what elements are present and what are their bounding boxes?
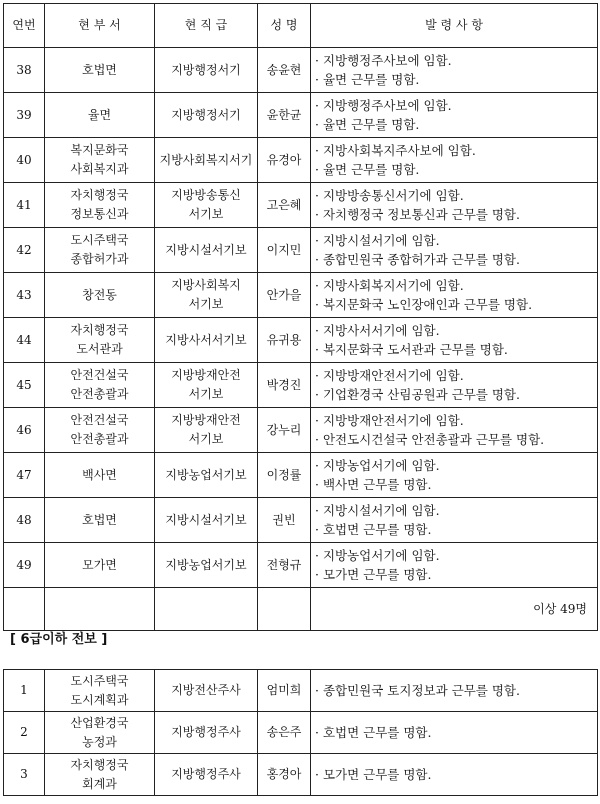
row-dept bbox=[45, 712, 155, 754]
row-order-item: · 지방방재안전서기에 임함. bbox=[315, 413, 464, 428]
row-no: 46 bbox=[4, 408, 45, 453]
row-order bbox=[311, 48, 598, 93]
row-name: 이정률 bbox=[258, 453, 311, 498]
row-dept-line: 도시주택국 bbox=[70, 673, 129, 688]
row-no: 40 bbox=[4, 138, 45, 183]
table-row bbox=[4, 754, 598, 796]
transfer-table bbox=[3, 669, 598, 796]
row-rank-line: 지방방재안전 bbox=[171, 413, 241, 427]
row-no: 2 bbox=[4, 712, 45, 754]
row-rank-line: 서기보 bbox=[188, 432, 224, 446]
row-name: 송은주 bbox=[258, 712, 311, 754]
row-dept bbox=[45, 228, 155, 273]
row-dept bbox=[45, 273, 155, 318]
table-row bbox=[4, 93, 598, 138]
row-rank: 지방전산주사 bbox=[155, 670, 258, 712]
row-dept bbox=[45, 318, 155, 363]
header-no: 연번 bbox=[4, 4, 45, 48]
row-rank bbox=[155, 318, 258, 363]
row-order-item: · 백사면 근무를 명함. bbox=[315, 477, 432, 492]
table-row bbox=[4, 273, 598, 318]
row-no: 45 bbox=[4, 363, 45, 408]
row-dept-line: 안전건설국 bbox=[70, 413, 129, 427]
row-order-item: · 호법면 근무를 명함. bbox=[315, 725, 432, 740]
table-row bbox=[4, 183, 598, 228]
row-rank bbox=[155, 498, 258, 543]
row-no: 39 bbox=[4, 93, 45, 138]
row-rank-line: 지방농업서기보 bbox=[165, 467, 247, 482]
row-name: 유귀용 bbox=[258, 318, 311, 363]
row-dept-line: 자치행정국 bbox=[70, 323, 129, 337]
row-dept bbox=[45, 408, 155, 453]
row-rank bbox=[155, 138, 258, 183]
row-order-item: · 자치행정국 정보통신과 근무를 명함. bbox=[315, 207, 520, 222]
row-order-item: · 지방행정주사보에 임함. bbox=[315, 53, 452, 68]
row-rank-line: 지방사회복지서기 bbox=[159, 152, 253, 167]
row-order-item: · 지방사회복지서기에 임함. bbox=[315, 278, 464, 293]
row-order-item: · 복지문화국 노인장애인과 근무를 명함. bbox=[315, 297, 533, 312]
row-dept-line: 호법면 bbox=[82, 512, 117, 527]
row-order bbox=[311, 408, 598, 453]
row-order bbox=[311, 543, 598, 588]
header-order: 발 령 사 항 bbox=[311, 4, 598, 48]
row-name: 권빈 bbox=[258, 498, 311, 543]
row-order-item: · 모가면 근무를 명함. bbox=[315, 567, 432, 582]
row-dept-line: 복지문화국 bbox=[70, 143, 129, 157]
row-order-item: · 율면 근무를 명함. bbox=[315, 72, 420, 87]
row-rank-line: 지방사회복지 bbox=[171, 278, 241, 292]
row-order-item: · 지방사서서기에 임함. bbox=[315, 323, 440, 338]
row-rank bbox=[155, 273, 258, 318]
table-row bbox=[4, 712, 598, 754]
summary-count: 이상 49명 bbox=[311, 588, 598, 631]
row-order bbox=[311, 453, 598, 498]
row-rank-line: 지방방송통신 bbox=[171, 188, 241, 202]
row-order-item: · 종합민원국 종합허가과 근무를 명함. bbox=[315, 252, 520, 267]
row-order-item: · 지방농업서기에 임함. bbox=[315, 548, 440, 563]
row-order-item: · 모가면 근무를 명함. bbox=[315, 767, 432, 782]
row-dept-line: 도시계획과 bbox=[70, 692, 129, 707]
row-no: 38 bbox=[4, 48, 45, 93]
row-rank-line: 지방시설서기보 bbox=[165, 512, 247, 527]
row-order-item: · 복지문화국 도서관과 근무를 명함. bbox=[315, 342, 508, 357]
row-rank-line: 서기보 bbox=[188, 207, 224, 221]
row-name: 유경아 bbox=[258, 138, 311, 183]
row-name: 전형규 bbox=[258, 543, 311, 588]
table-row bbox=[4, 138, 598, 183]
row-rank bbox=[155, 183, 258, 228]
row-no: 48 bbox=[4, 498, 45, 543]
row-dept bbox=[45, 453, 155, 498]
row-order-item: · 지방시설서기에 임함. bbox=[315, 503, 440, 518]
row-rank-line: 지방방재안전 bbox=[171, 368, 241, 382]
row-dept-line: 종합허가과 bbox=[70, 252, 129, 266]
row-name: 엄미희 bbox=[258, 670, 311, 712]
header-rank: 현 직 급 bbox=[155, 4, 258, 48]
row-name: 송윤현 bbox=[258, 48, 311, 93]
row-dept-line: 자치행정국 bbox=[70, 757, 129, 772]
row-dept-line: 율면 bbox=[87, 107, 112, 122]
row-order bbox=[311, 712, 598, 754]
row-dept-line: 백사면 bbox=[82, 467, 117, 482]
row-order bbox=[311, 363, 598, 408]
row-dept-line: 자치행정국 bbox=[70, 188, 129, 202]
row-dept-line: 안전총괄과 bbox=[70, 432, 129, 446]
row-rank-line: 지방시설서기보 bbox=[165, 242, 247, 257]
row-order bbox=[311, 273, 598, 318]
row-dept bbox=[45, 183, 155, 228]
row-order bbox=[311, 93, 598, 138]
row-name: 박경진 bbox=[258, 363, 311, 408]
table-row bbox=[4, 498, 598, 543]
table-header-row bbox=[4, 4, 598, 48]
row-name: 안가을 bbox=[258, 273, 311, 318]
row-name: 강누리 bbox=[258, 408, 311, 453]
row-name: 고은혜 bbox=[258, 183, 311, 228]
row-rank-line: 서기보 bbox=[188, 297, 224, 311]
table-row bbox=[4, 363, 598, 408]
row-dept-line: 도서관과 bbox=[76, 342, 123, 356]
row-no: 44 bbox=[4, 318, 45, 363]
row-order-item: · 율면 근무를 명함. bbox=[315, 162, 420, 177]
row-dept-line: 도시주택국 bbox=[70, 233, 129, 247]
table-row bbox=[4, 408, 598, 453]
row-name: 윤한균 bbox=[258, 93, 311, 138]
row-no: 43 bbox=[4, 273, 45, 318]
summary-row bbox=[4, 588, 598, 631]
row-no: 41 bbox=[4, 183, 45, 228]
row-order bbox=[311, 670, 598, 712]
row-rank bbox=[155, 48, 258, 93]
table-row bbox=[4, 318, 598, 363]
row-order-item: · 호법면 근무를 명함. bbox=[315, 522, 432, 537]
header-name: 성 명 bbox=[258, 4, 311, 48]
row-rank bbox=[155, 543, 258, 588]
row-rank bbox=[155, 453, 258, 498]
row-order-item: · 종합민원국 토지정보과 근무를 명함. bbox=[315, 683, 520, 698]
row-rank: 지방행정주사 bbox=[155, 712, 258, 754]
row-name: 홍경아 bbox=[258, 754, 311, 796]
row-no: 42 bbox=[4, 228, 45, 273]
row-order-item: · 지방방송통신서기에 임함. bbox=[315, 188, 464, 203]
row-order bbox=[311, 318, 598, 363]
row-dept-line: 안전건설국 bbox=[70, 368, 129, 382]
row-dept-line: 호법면 bbox=[82, 62, 117, 77]
row-rank bbox=[155, 408, 258, 453]
row-rank bbox=[155, 363, 258, 408]
header-dept: 현 부 서 bbox=[45, 4, 155, 48]
row-order-item: · 지방농업서기에 임함. bbox=[315, 458, 440, 473]
row-dept bbox=[45, 48, 155, 93]
row-order-item: · 지방시설서기에 임함. bbox=[315, 233, 440, 248]
row-rank-line: 지방사서서기보 bbox=[165, 332, 247, 347]
row-order-item: · 지방행정주사보에 임함. bbox=[315, 98, 452, 113]
appointment-table bbox=[3, 3, 598, 631]
row-dept-line: 회계과 bbox=[82, 776, 117, 791]
table-row bbox=[4, 453, 598, 498]
row-no: 3 bbox=[4, 754, 45, 796]
row-dept-line: 창전동 bbox=[82, 287, 117, 302]
row-no: 47 bbox=[4, 453, 45, 498]
row-name: 이지민 bbox=[258, 228, 311, 273]
row-rank-line: 지방행정서기 bbox=[171, 107, 241, 122]
row-rank-line: 서기보 bbox=[188, 387, 224, 401]
row-order-item: · 지방방재안전서기에 임함. bbox=[315, 368, 464, 383]
row-dept-line: 정보통신과 bbox=[70, 207, 129, 221]
row-dept-line: 사회복지과 bbox=[70, 162, 129, 176]
row-order-item: · 안전도시건설국 안전총괄과 근무를 명함. bbox=[315, 432, 545, 447]
table-row bbox=[4, 670, 598, 712]
row-dept bbox=[45, 138, 155, 183]
row-dept-line: 모가면 bbox=[82, 557, 117, 572]
row-order bbox=[311, 138, 598, 183]
row-order-item: · 기업환경국 산림공원과 근무를 명함. bbox=[315, 387, 520, 402]
row-no: 49 bbox=[4, 543, 45, 588]
row-rank bbox=[155, 228, 258, 273]
row-order bbox=[311, 183, 598, 228]
row-dept bbox=[45, 93, 155, 138]
row-dept-line: 안전총괄과 bbox=[70, 387, 129, 401]
row-rank: 지방행정주사 bbox=[155, 754, 258, 796]
row-dept bbox=[45, 754, 155, 796]
row-dept-line: 농정과 bbox=[82, 734, 117, 749]
row-order-item: · 율면 근무를 명함. bbox=[315, 117, 420, 132]
section-title: [ 6급이하 전보 ] bbox=[10, 632, 108, 647]
row-order bbox=[311, 228, 598, 273]
table-row bbox=[4, 48, 598, 93]
row-rank-line: 지방농업서기보 bbox=[165, 557, 247, 572]
row-rank-line: 지방행정서기 bbox=[171, 62, 241, 77]
row-dept bbox=[45, 363, 155, 408]
table-row bbox=[4, 228, 598, 273]
row-order bbox=[311, 498, 598, 543]
row-dept bbox=[45, 498, 155, 543]
row-order-item: · 지방사회복지주사보에 임함. bbox=[315, 143, 476, 158]
table-row bbox=[4, 543, 598, 588]
row-dept bbox=[45, 543, 155, 588]
row-order bbox=[311, 754, 598, 796]
row-rank bbox=[155, 93, 258, 138]
row-dept bbox=[45, 670, 155, 712]
row-dept-line: 산업환경국 bbox=[70, 715, 129, 730]
row-no: 1 bbox=[4, 670, 45, 712]
